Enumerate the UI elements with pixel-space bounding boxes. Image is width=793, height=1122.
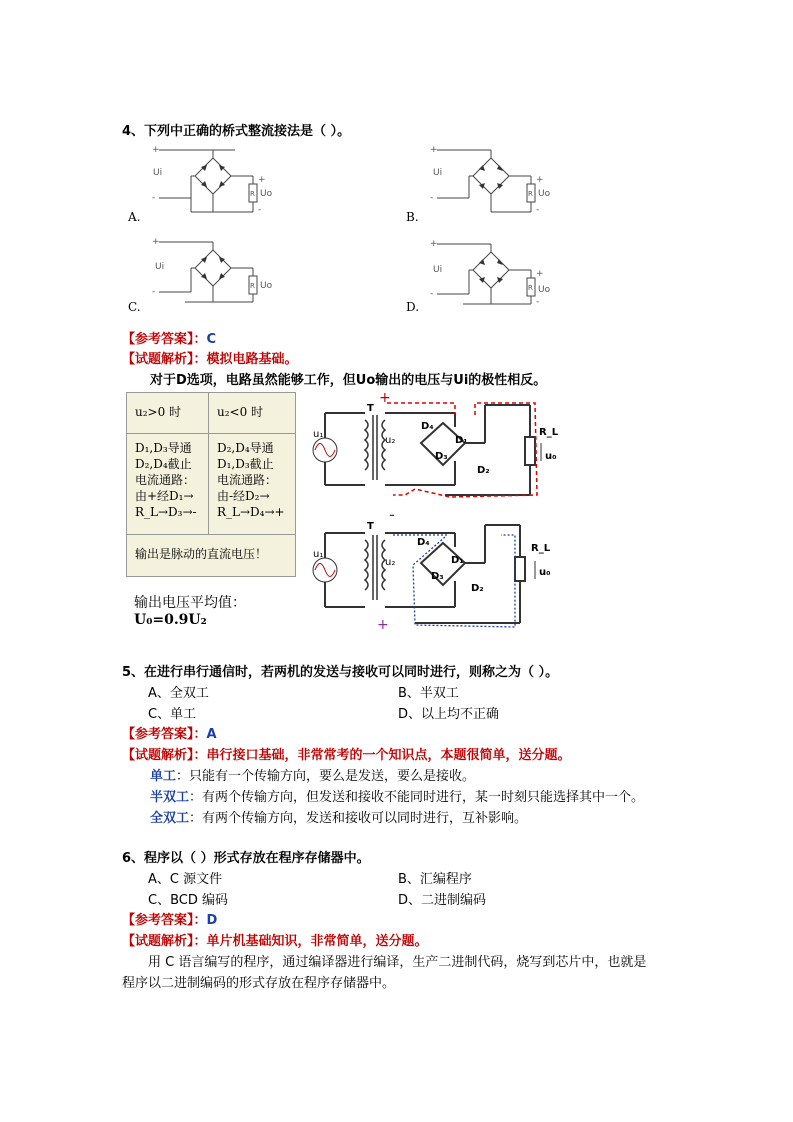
q4-answer: 【参考答案】：C xyxy=(122,332,217,347)
q5-option-d[interactable]: D、以上均不正确 xyxy=(398,707,500,722)
table-header-positive: u₂>0 时 xyxy=(127,393,209,433)
svg-text:D₄: D₄ xyxy=(421,421,434,432)
svg-text:Uo: Uo xyxy=(260,281,273,291)
svg-text:R: R xyxy=(528,190,533,198)
svg-text:-: - xyxy=(258,205,262,215)
svg-text:Uo: Uo xyxy=(538,189,551,199)
svg-text:R: R xyxy=(250,282,255,290)
svg-text:D₃: D₃ xyxy=(431,571,444,582)
q6-answer: 【参考答案】：D xyxy=(122,913,218,928)
svg-text:-: - xyxy=(152,193,156,203)
q6-text-2: 程序以二进制编码的形式存放在程序存储器中。 xyxy=(122,976,396,991)
svg-text:D₄: D₄ xyxy=(417,537,430,548)
q5-option-b[interactable]: B、半双工 xyxy=(398,686,459,701)
upper-plus: + xyxy=(379,390,391,406)
q5-title: 5、在进行串行通信时，若两机的发送与接收可以同时进行，则称之为（ ）。 xyxy=(122,665,559,680)
svg-text:R_L: R_L xyxy=(539,427,559,438)
svg-text:-: - xyxy=(536,297,540,307)
svg-text:D₂: D₂ xyxy=(471,583,484,594)
svg-text:Uo: Uo xyxy=(260,189,273,199)
q4-option-d-label[interactable]: D. xyxy=(406,300,420,314)
q6-text-1: 用 C 语言编写的程序，通过编译器进行编译，生产二进制代码，烧写到芯片中，也就是 xyxy=(148,955,647,970)
q4-option-b-label[interactable]: B. xyxy=(406,210,419,224)
q5-analysis: 【试题解析】：串行接口基础，非常常考的一个知识点，本题很简单，送分题。 xyxy=(122,748,571,763)
svg-text:-: - xyxy=(536,205,540,215)
q5-answer: 【参考答案】：A xyxy=(122,727,217,742)
q4-analysis: 【试题解析】：模拟电路基础。 xyxy=(122,352,298,367)
bridge-rectifier-circuit xyxy=(305,385,565,635)
svg-text:+: + xyxy=(258,175,266,185)
svg-text:u₀: u₀ xyxy=(539,567,551,578)
svg-text:+: + xyxy=(536,269,544,279)
svg-text:+: + xyxy=(536,175,544,185)
q6-option-a[interactable]: A、C 源文件 xyxy=(148,872,223,887)
svg-text:T: T xyxy=(367,403,374,414)
avg-voltage-formula: U₀=0.9U₂ xyxy=(134,612,207,628)
q4-option-b-diagram xyxy=(403,140,558,225)
table-cell-negative: D₂,D₄导通 D₁,D₃截止 电流通路： 由-经D₂→ R_L→D₄→+ xyxy=(217,441,285,519)
avg-voltage-label: 输出电压平均值： xyxy=(134,595,246,611)
q4-option-d-diagram xyxy=(403,232,558,317)
q4-option-c-diagram xyxy=(125,232,275,317)
upper-minus: - xyxy=(389,505,395,524)
svg-text:u₂: u₂ xyxy=(385,435,396,446)
lower-plus: + xyxy=(377,617,389,633)
q4-title: 4、下列中正确的桥式整流接法是（ ）。 xyxy=(122,124,351,139)
q4-option-a-diagram xyxy=(125,140,275,225)
table-cell-positive: D₁,D₃导通 D₂,D₄截止 电流通路： 由+经D₁→ R_L→D₃→- xyxy=(127,434,209,534)
rectifier-table xyxy=(126,392,296,577)
svg-text:R: R xyxy=(528,284,533,292)
svg-text:u₁: u₁ xyxy=(313,429,324,440)
q4-option-c-label[interactable]: C. xyxy=(128,300,141,314)
svg-text:D₂: D₂ xyxy=(477,465,490,476)
svg-text:+: + xyxy=(152,237,160,247)
q5-answer-value: A xyxy=(206,727,217,742)
q5-line-simplex: 单工：只能有一个传输方向，要么是发送，要么是接收。 xyxy=(150,769,476,784)
svg-text:+: + xyxy=(430,145,438,155)
q6-option-b[interactable]: B、汇编程序 xyxy=(398,872,472,887)
q6-answer-value: D xyxy=(206,913,218,928)
svg-text:u₀: u₀ xyxy=(545,451,557,462)
svg-text:R: R xyxy=(250,190,255,198)
q5-line-half-duplex: 半双工：有两个传输方向，但发送和接收不能同时进行，某一时刻只能选择其中一个。 xyxy=(150,790,645,805)
svg-text:Ui: Ui xyxy=(153,168,163,178)
svg-text:Uo: Uo xyxy=(538,285,551,295)
svg-text:R_L: R_L xyxy=(531,543,551,554)
svg-text:D₃: D₃ xyxy=(435,451,448,462)
q6-option-d[interactable]: D、二进制编码 xyxy=(398,893,487,908)
svg-text:-: - xyxy=(430,289,434,299)
svg-text:u₂: u₂ xyxy=(385,557,396,568)
svg-text:-: - xyxy=(430,193,434,203)
svg-text:+: + xyxy=(430,239,438,249)
svg-text:D₁: D₁ xyxy=(455,435,468,446)
q4-option-a-label[interactable]: A. xyxy=(128,210,141,224)
q5-option-c[interactable]: C、单工 xyxy=(148,707,197,722)
svg-text:-: - xyxy=(152,287,156,297)
svg-text:u₁: u₁ xyxy=(313,549,324,560)
q6-analysis: 【试题解析】：单片机基础知识，非常简单，送分题。 xyxy=(122,934,428,949)
table-footer: 输出是脉动的直流电压！ xyxy=(135,547,268,561)
svg-text:Ui: Ui xyxy=(155,262,165,272)
q5-option-a[interactable]: A、全双工 xyxy=(148,686,209,701)
q5-line-full-duplex: 全双工：有两个传输方向，发送和接收可以同时进行，互补影响。 xyxy=(150,811,528,826)
svg-text:Ui: Ui xyxy=(433,265,443,275)
q4-answer-value: C xyxy=(206,332,217,347)
q6-option-c[interactable]: C、BCD 编码 xyxy=(148,893,228,908)
svg-text:Ui: Ui xyxy=(433,168,443,178)
svg-text:D₁: D₁ xyxy=(451,555,464,566)
table-header-negative: u₂<0 时 xyxy=(217,405,264,419)
q4-analysis-text: 对于D选项，电路虽然能够工作，但Uo输出的电压与Ui的极性相反。 xyxy=(150,373,547,388)
q6-title: 6、程序以（ ）形式存放在程序存储器中。 xyxy=(122,851,370,866)
svg-text:T: T xyxy=(367,521,374,532)
plus-sign: + xyxy=(152,145,160,155)
